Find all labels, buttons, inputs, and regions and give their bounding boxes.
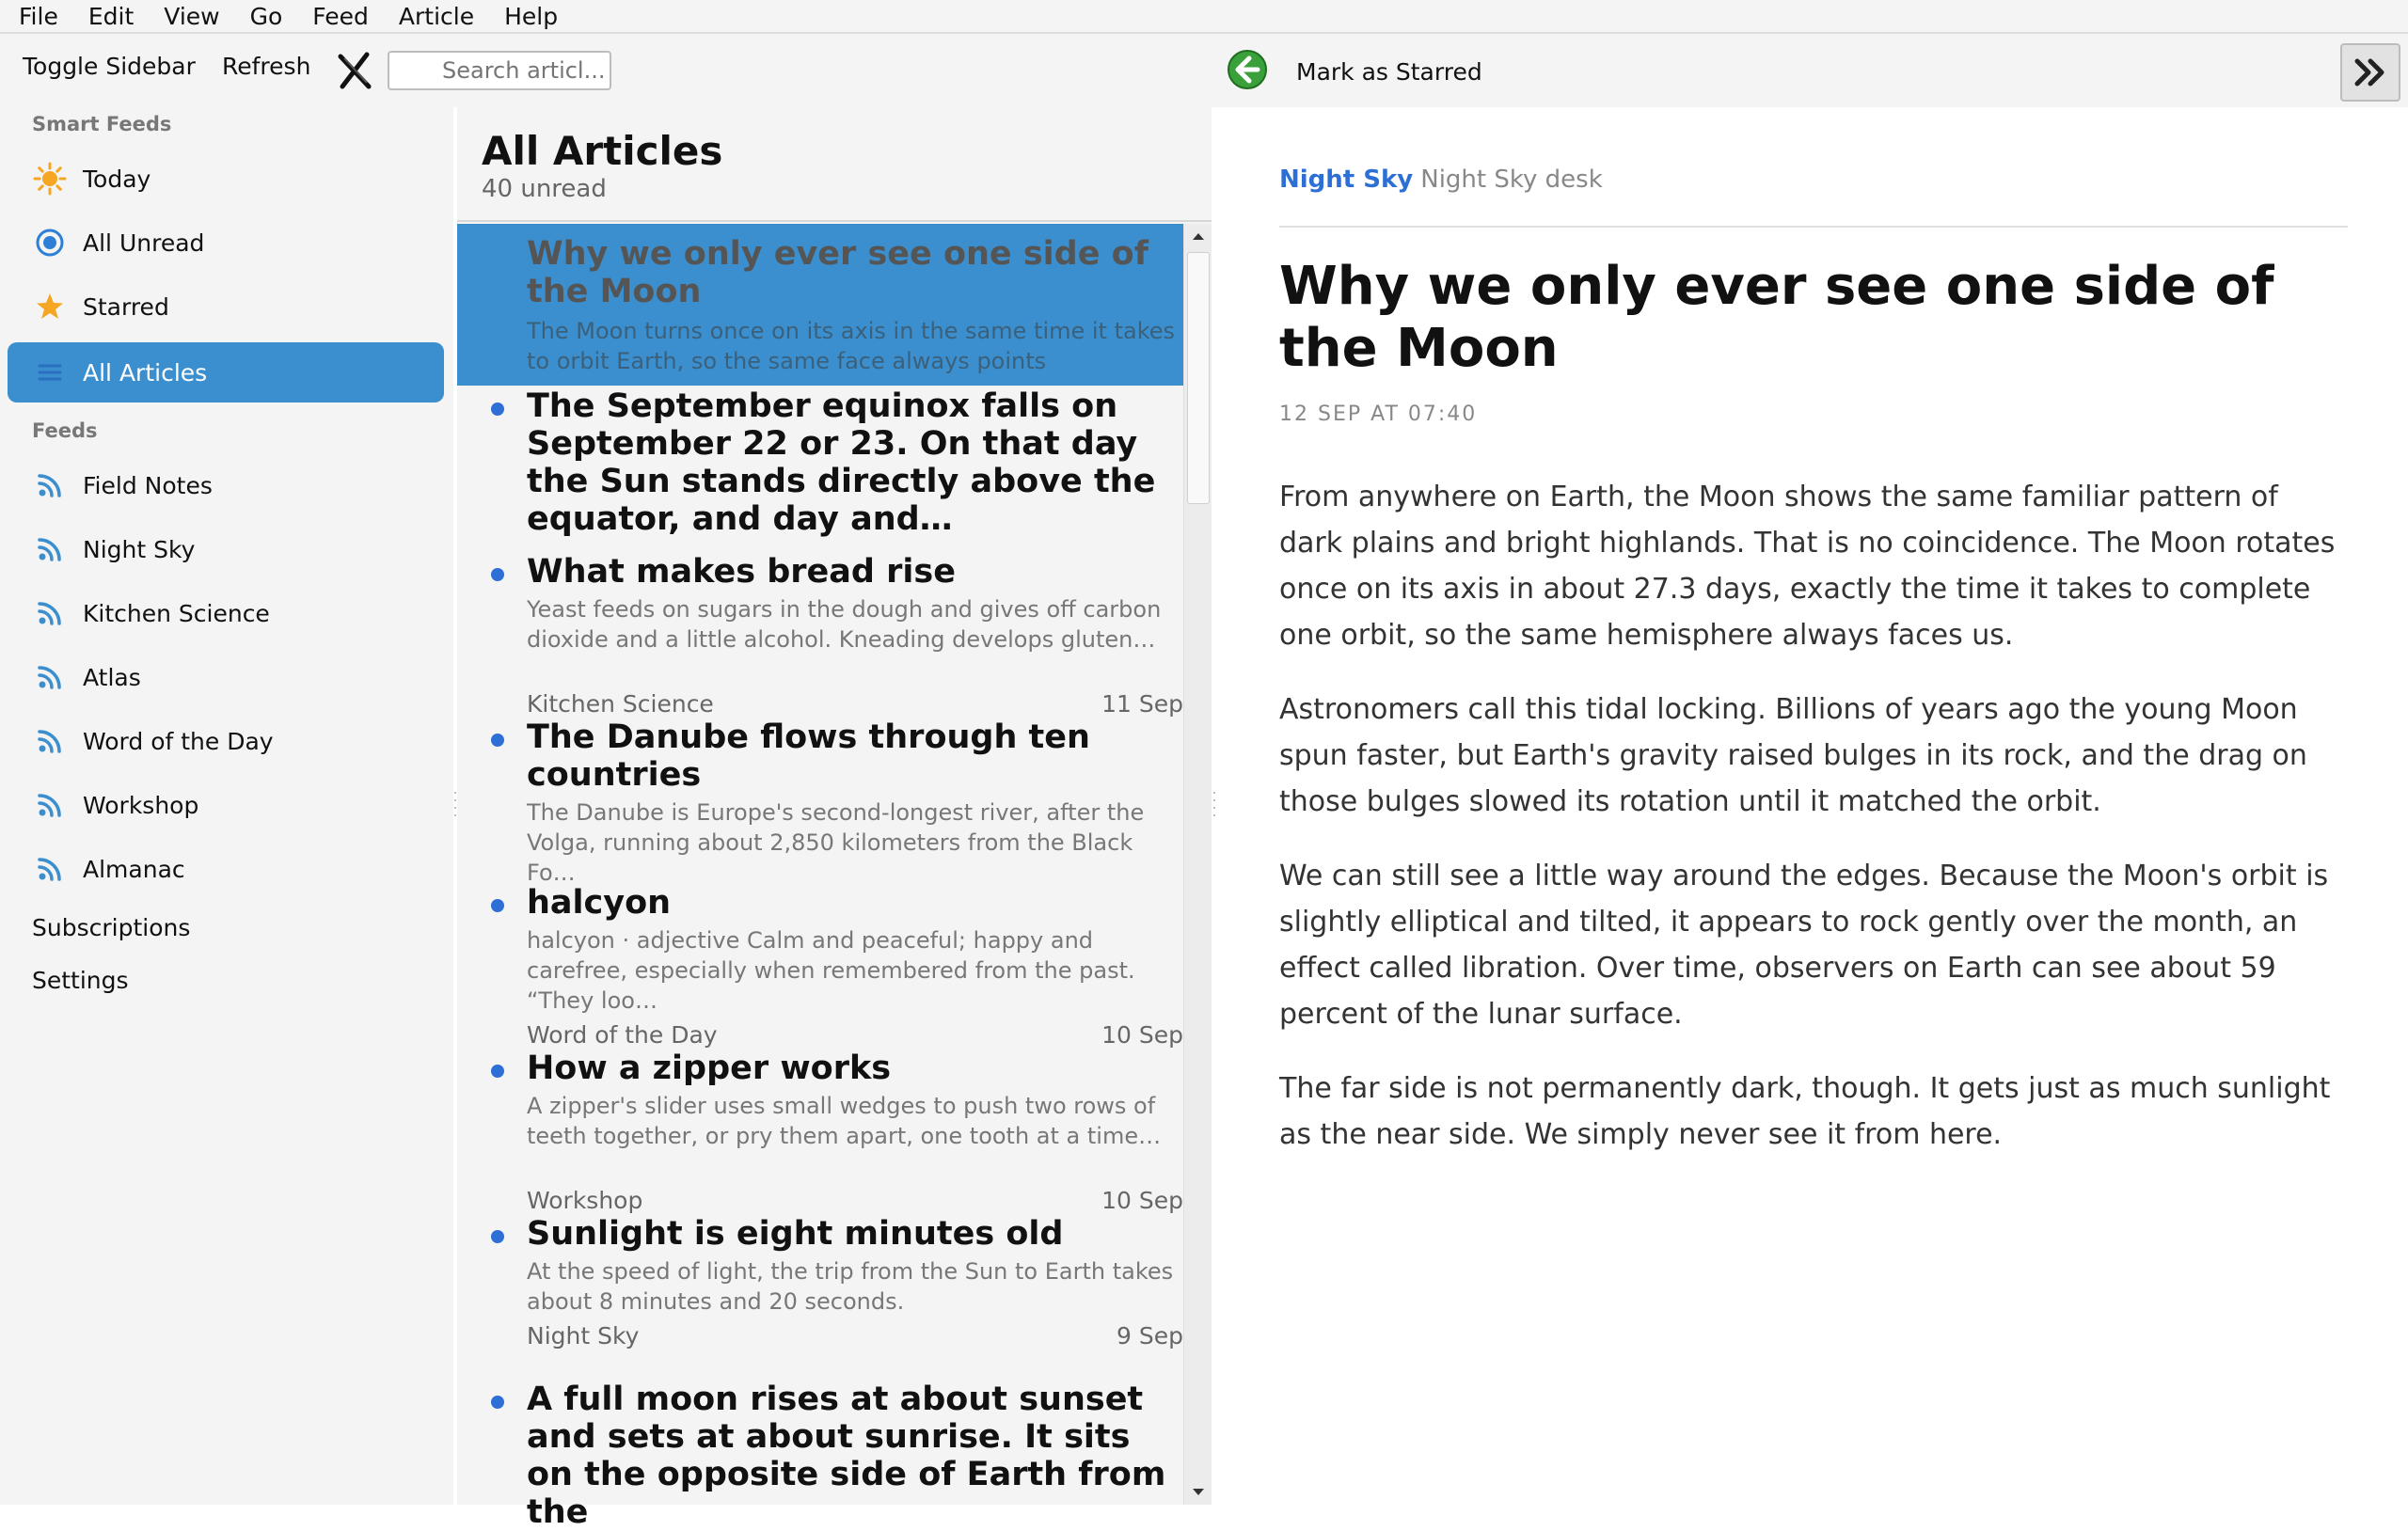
smart-feeds-heading: Smart Feeds bbox=[32, 113, 172, 135]
article-item[interactable] bbox=[457, 884, 1183, 1049]
article-summary: At the speed of light, the trip from the Sun to Earth takes about 8 minutes and 20 seconds. bbox=[527, 1258, 1174, 1315]
sidebar-item-label: Word of the Day bbox=[83, 727, 274, 755]
article-title: Sunlight is eight minutes old bbox=[527, 1215, 1064, 1253]
article-title: halcyon bbox=[527, 884, 672, 922]
article-source: Kitchen Science bbox=[527, 690, 714, 718]
article-item[interactable] bbox=[457, 1050, 1183, 1214]
sidebar-item-kitchen-science[interactable] bbox=[8, 583, 444, 643]
unread-count: 40 unread bbox=[482, 175, 607, 203]
article-item[interactable] bbox=[457, 1381, 1183, 1531]
rss-icon bbox=[34, 789, 66, 821]
toggle-sidebar-button[interactable]: Toggle Sidebar bbox=[23, 53, 196, 80]
sidebar-item-word-of-the-day[interactable] bbox=[8, 711, 444, 771]
rss-icon bbox=[34, 469, 66, 501]
article-summary: halcyon · adjective Calm and peaceful; happy and carefree, especially when remembered from the past. “They loo… bbox=[527, 927, 1135, 1014]
reader-paragraph: The far side is not permanently dark, though. It gets just as much sunlight as the near side. We simply never see it from here. bbox=[1279, 1072, 2331, 1151]
list-scrollbar[interactable] bbox=[1183, 224, 1212, 1505]
rss-icon bbox=[34, 725, 66, 757]
scroll-up-arrow-icon[interactable] bbox=[1184, 224, 1212, 248]
feeds-heading: Feeds bbox=[32, 419, 98, 442]
list-title: All Articles bbox=[482, 128, 723, 174]
menu-file[interactable]: File bbox=[19, 2, 58, 30]
menu-go[interactable]: Go bbox=[249, 2, 283, 30]
unread-dot bbox=[491, 899, 504, 912]
reader-date: 12 SEP AT 07:40 bbox=[1279, 402, 1478, 426]
sidebar-item-night-sky[interactable] bbox=[8, 519, 444, 579]
article-summary: Yeast feeds on sugars in the dough and gives off carbon dioxide and a little alcohol. Kneading develops gluten… bbox=[527, 596, 1162, 653]
back-arrow-icon[interactable] bbox=[1227, 49, 1268, 90]
article-date: 10 Sep bbox=[1101, 1187, 1183, 1214]
menu-feed[interactable]: Feed bbox=[312, 2, 369, 30]
sidebar-item-field-notes[interactable] bbox=[8, 455, 444, 515]
sidebar-item-label: Night Sky bbox=[83, 535, 196, 563]
reader-title: Why we only ever see one side of the Moon bbox=[1279, 256, 2274, 379]
article-source: Word of the Day bbox=[527, 1021, 718, 1049]
scroll-thumb[interactable] bbox=[1187, 252, 1210, 504]
article-title: How a zipper works bbox=[527, 1050, 892, 1087]
article-title: The Danube flows through ten countries bbox=[527, 718, 1090, 794]
sidebar-item-label: Atlas bbox=[83, 663, 141, 691]
reader-feed-link[interactable]: Night Sky bbox=[1279, 166, 1414, 194]
star-icon bbox=[34, 291, 66, 323]
refresh-button[interactable]: Refresh bbox=[222, 53, 311, 80]
menu-article[interactable]: Article bbox=[398, 2, 475, 30]
article-item[interactable] bbox=[457, 553, 1183, 718]
sidebar-item-label: Today bbox=[83, 165, 151, 193]
article-reader bbox=[1217, 107, 2408, 1505]
rss-icon bbox=[34, 533, 66, 565]
unread-dot bbox=[491, 734, 504, 747]
menubar bbox=[0, 0, 2408, 34]
settings-link[interactable]: Settings bbox=[32, 967, 129, 994]
sidebar-item-all-unread[interactable] bbox=[8, 213, 444, 273]
double-chevron-right-icon bbox=[2352, 57, 2389, 87]
sun-icon bbox=[34, 163, 66, 195]
unread-dot bbox=[491, 568, 504, 581]
article-item[interactable] bbox=[457, 389, 1183, 555]
sidebar-item-workshop[interactable] bbox=[8, 775, 444, 835]
menu-help[interactable]: Help bbox=[504, 2, 559, 30]
sidebar-item-today[interactable] bbox=[8, 149, 444, 209]
unread-circle-icon bbox=[34, 227, 66, 259]
scroll-down-arrow-icon[interactable] bbox=[1184, 1480, 1212, 1505]
article-title: The September equinox falls on September 22 or 23. On that day the Sun stands directly above the equator, and day and… bbox=[527, 387, 1156, 538]
sidebar-item-label: All Unread bbox=[83, 229, 205, 257]
search-field[interactable] bbox=[388, 51, 611, 90]
article-source: Workshop bbox=[527, 1187, 643, 1214]
article-title: A full moon rises at about sunset and sets at about sunrise. It sits on the opposite side of Earth from the bbox=[527, 1381, 1166, 1531]
article-date: 10 Sep bbox=[1101, 1021, 1183, 1049]
unread-dot bbox=[491, 1065, 504, 1078]
sidebar-item-all-articles[interactable] bbox=[8, 342, 444, 402]
sidebar-item-label: All Articles bbox=[83, 358, 208, 387]
article-item[interactable] bbox=[457, 1217, 1183, 1377]
sidebar-item-starred[interactable] bbox=[8, 276, 444, 337]
sidebar-item-label: Starred bbox=[83, 292, 169, 321]
sidebar-item-label: Field Notes bbox=[83, 471, 213, 499]
article-date: 9 Sep bbox=[1117, 1322, 1183, 1349]
unread-dot bbox=[491, 402, 504, 416]
article-item[interactable] bbox=[457, 718, 1183, 886]
subscriptions-link[interactable]: Subscriptions bbox=[32, 914, 191, 941]
reader-feed-desk: Night Sky desk bbox=[1420, 166, 1603, 194]
sidebar-item-label: Kitchen Science bbox=[83, 599, 270, 627]
list-icon bbox=[34, 356, 66, 388]
reader-paragraph: From anywhere on Earth, the Moon shows the same familiar pattern of dark plains and bright highlands. That is no coincidence. The Moon rotates once on its axis in about 27.3 days, exactly the time it takes to complete one orbit, so the same hemisphere always faces us. bbox=[1279, 481, 2336, 652]
mark-starred-button[interactable]: Mark as Starred bbox=[1296, 58, 1482, 86]
reader-body bbox=[1279, 474, 2348, 1186]
article-date: 11 Sep bbox=[1101, 690, 1183, 718]
clear-x-icon[interactable] bbox=[335, 51, 374, 90]
list-resize-handle[interactable] bbox=[1212, 790, 1216, 824]
article-list-pane bbox=[457, 107, 1212, 1531]
sidebar-item-almanac[interactable] bbox=[8, 839, 444, 899]
unread-dot bbox=[491, 1396, 504, 1409]
article-item-selected[interactable] bbox=[457, 224, 1183, 386]
article-source: Night Sky bbox=[527, 1322, 640, 1349]
reader-paragraph: Astronomers call this tidal locking. Billions of years ago the young Moon spun faster, but Earth's gravity raised bulges in its rock, and the drag on those bulges slowed its rotation until it matched the orbit. bbox=[1279, 693, 2307, 818]
article-summary: The Danube is Europe's second-longest river, after the Volga, running about 2,850 kilometers from the Black Fo… bbox=[527, 799, 1145, 886]
rss-icon bbox=[34, 853, 66, 885]
article-title: Why we only ever see one side of the Moon bbox=[527, 235, 1149, 310]
article-summary: A zipper's slider uses small wedges to push two rows of teeth together, or pry them apart, one tooth at a time… bbox=[527, 1093, 1162, 1149]
unread-dot bbox=[491, 1230, 504, 1243]
sidebar-resize-handle[interactable] bbox=[453, 790, 457, 824]
sidebar bbox=[0, 107, 453, 1505]
rss-icon bbox=[34, 661, 66, 693]
reader-divider bbox=[1279, 226, 2348, 228]
expand-panel-button[interactable] bbox=[2340, 43, 2400, 102]
search-input[interactable] bbox=[389, 53, 610, 88]
list-header bbox=[457, 107, 1212, 222]
rss-icon bbox=[34, 597, 66, 629]
sidebar-item-atlas[interactable] bbox=[8, 647, 444, 707]
article-summary: The Moon turns once on its axis in the same time it takes to orbit Earth, so the same face always points bbox=[527, 318, 1176, 374]
reader-feed-line bbox=[1279, 166, 1603, 194]
menu-view[interactable]: View bbox=[164, 2, 220, 30]
article-title: What makes bread rise bbox=[527, 553, 956, 591]
article-list bbox=[457, 224, 1183, 1531]
sidebar-item-label: Workshop bbox=[83, 791, 199, 819]
menu-edit[interactable]: Edit bbox=[87, 2, 135, 30]
sidebar-item-label: Almanac bbox=[83, 855, 185, 883]
reader-paragraph: We can still see a little way around the edges. Because the Moon's orbit is slightly elliptical and tilted, it appears to rock gently over the month, an effect called libration. Over time, observers on Earth can see about 59 percent of the lunar surface. bbox=[1279, 860, 2329, 1031]
